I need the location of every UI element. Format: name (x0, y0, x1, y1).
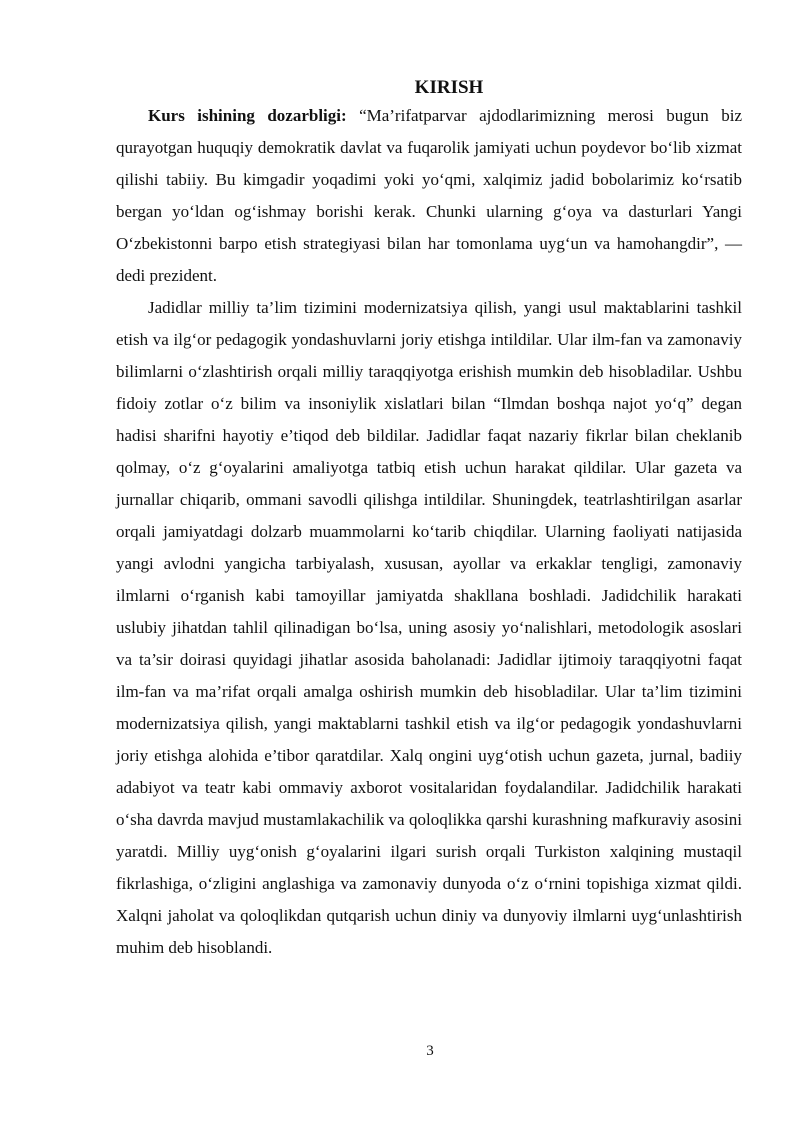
document-page (116, 77, 742, 1077)
paragraph-text: Jadidlar milliy ta’lim tizimini modernizatsiya qilish, yangi usul maktablarini tashkil etish va ilg‘or pedagogik yondashuvlarni joriy etishga intildilar. Ular ilm-fan va zamonaviy bilimlarni o‘zlashtirish orqali milliy taraqqiyotga erishish mumkin deb hisobladilar. Ushbu fidoiy zotlar o‘z bilim va insoniylik xislatlari bilan “Ilmdan boshqa najot yo‘q” degan hadisi sharifni hayotiy e’tiqod deb bildilar. Jadidlar faqat nazariy fikrlar bilan cheklanib qolmay, o‘z g‘oyalarini amaliyotga tatbiq etish uchun harakat qildilar. Ular gazeta va jurnallar chiqarib, ommani savodli qilishga intildilar. Shuningdek, teatrlashtirilgan asarlar orqali jamiyatdagi dolzarb muammolarni ko‘tarib chiqdilar. Ularning faoliyati natijasida yangi avlodni yangicha tarbiyalash, xususan, ayollar va erkaklar tengligi, zamonaviy ilmlarni o‘rganish kabi tamoyillar jamiyatda shakllana boshladi. Jadidchilik harakati uslubiy jihatdan tahlil qilinadigan bo‘lsa, uning asosiy yo‘nalishlari, metodologik asoslari va ta’sir doirasi quyidagi jihatlar asosida baholanadi: Jadidlar ijtimoiy taraqqiyotni faqat ilm-fan va ma’rifat orqali amalga oshirish mumkin deb hisobladilar. Ular ta’lim tizimini modernizatsiya qilish, yangi maktablarni tashkil etish va ilg‘or pedagogik yondashuvlarni joriy etishga alohida e’tibor qaratdilar. Xalq ongini uyg‘otish uchun gazeta, jurnal, badiiy adabiyot va teatr kabi ommaviy axborot vositalaridan foydalandilar. Jadidchilik harakati o‘sha davrda mavjud mustamlakachilik va qoloqlikka qarshi kurashning mafkuraviy asosini yaratdi. Milliy uyg‘onish g‘oyalarini ilgari surish orqali Turkiston xalqining mustaqil fikrlashiga, o‘zligini anglashiga va zamonaviy dunyoda o‘z o‘rnini topishiga xizmat qildi. Xalqni jaholat va qoloqlikdan qutqarish uchun diniy va dunyoviy ilmlarni uyg‘unlashtirish muhim deb hisoblandi. (116, 298, 742, 957)
paragraph-text: “Ma’rifatparvar ajdodlarimizning merosi bugun biz qurayotgan huquqiy demokratik davlat va fuqarolik jamiyati uchun poydevor bo‘lib xizmat qilishi tabiiy. Bu kimgadir yoqadimi yoki yo‘qmi, xalqimiz jadid bobolarimiz ko‘rsatib bergan yo‘ldan og‘ishmay borishi kerak. Chunki ularning g‘oya va dasturlari Yangi O‘zbekistonni barpo etish strategiyasi bilan har tomonlama uyg‘un va hamohangdir”, — dedi prezident. (116, 106, 742, 285)
section-title: KIRISH (414, 77, 484, 98)
paragraph-relevance (116, 100, 742, 292)
paragraph-lead: Kurs ishining dozarbligi: (148, 106, 347, 125)
paragraph-jadids (116, 292, 742, 964)
page-number: 3 (426, 1043, 434, 1059)
